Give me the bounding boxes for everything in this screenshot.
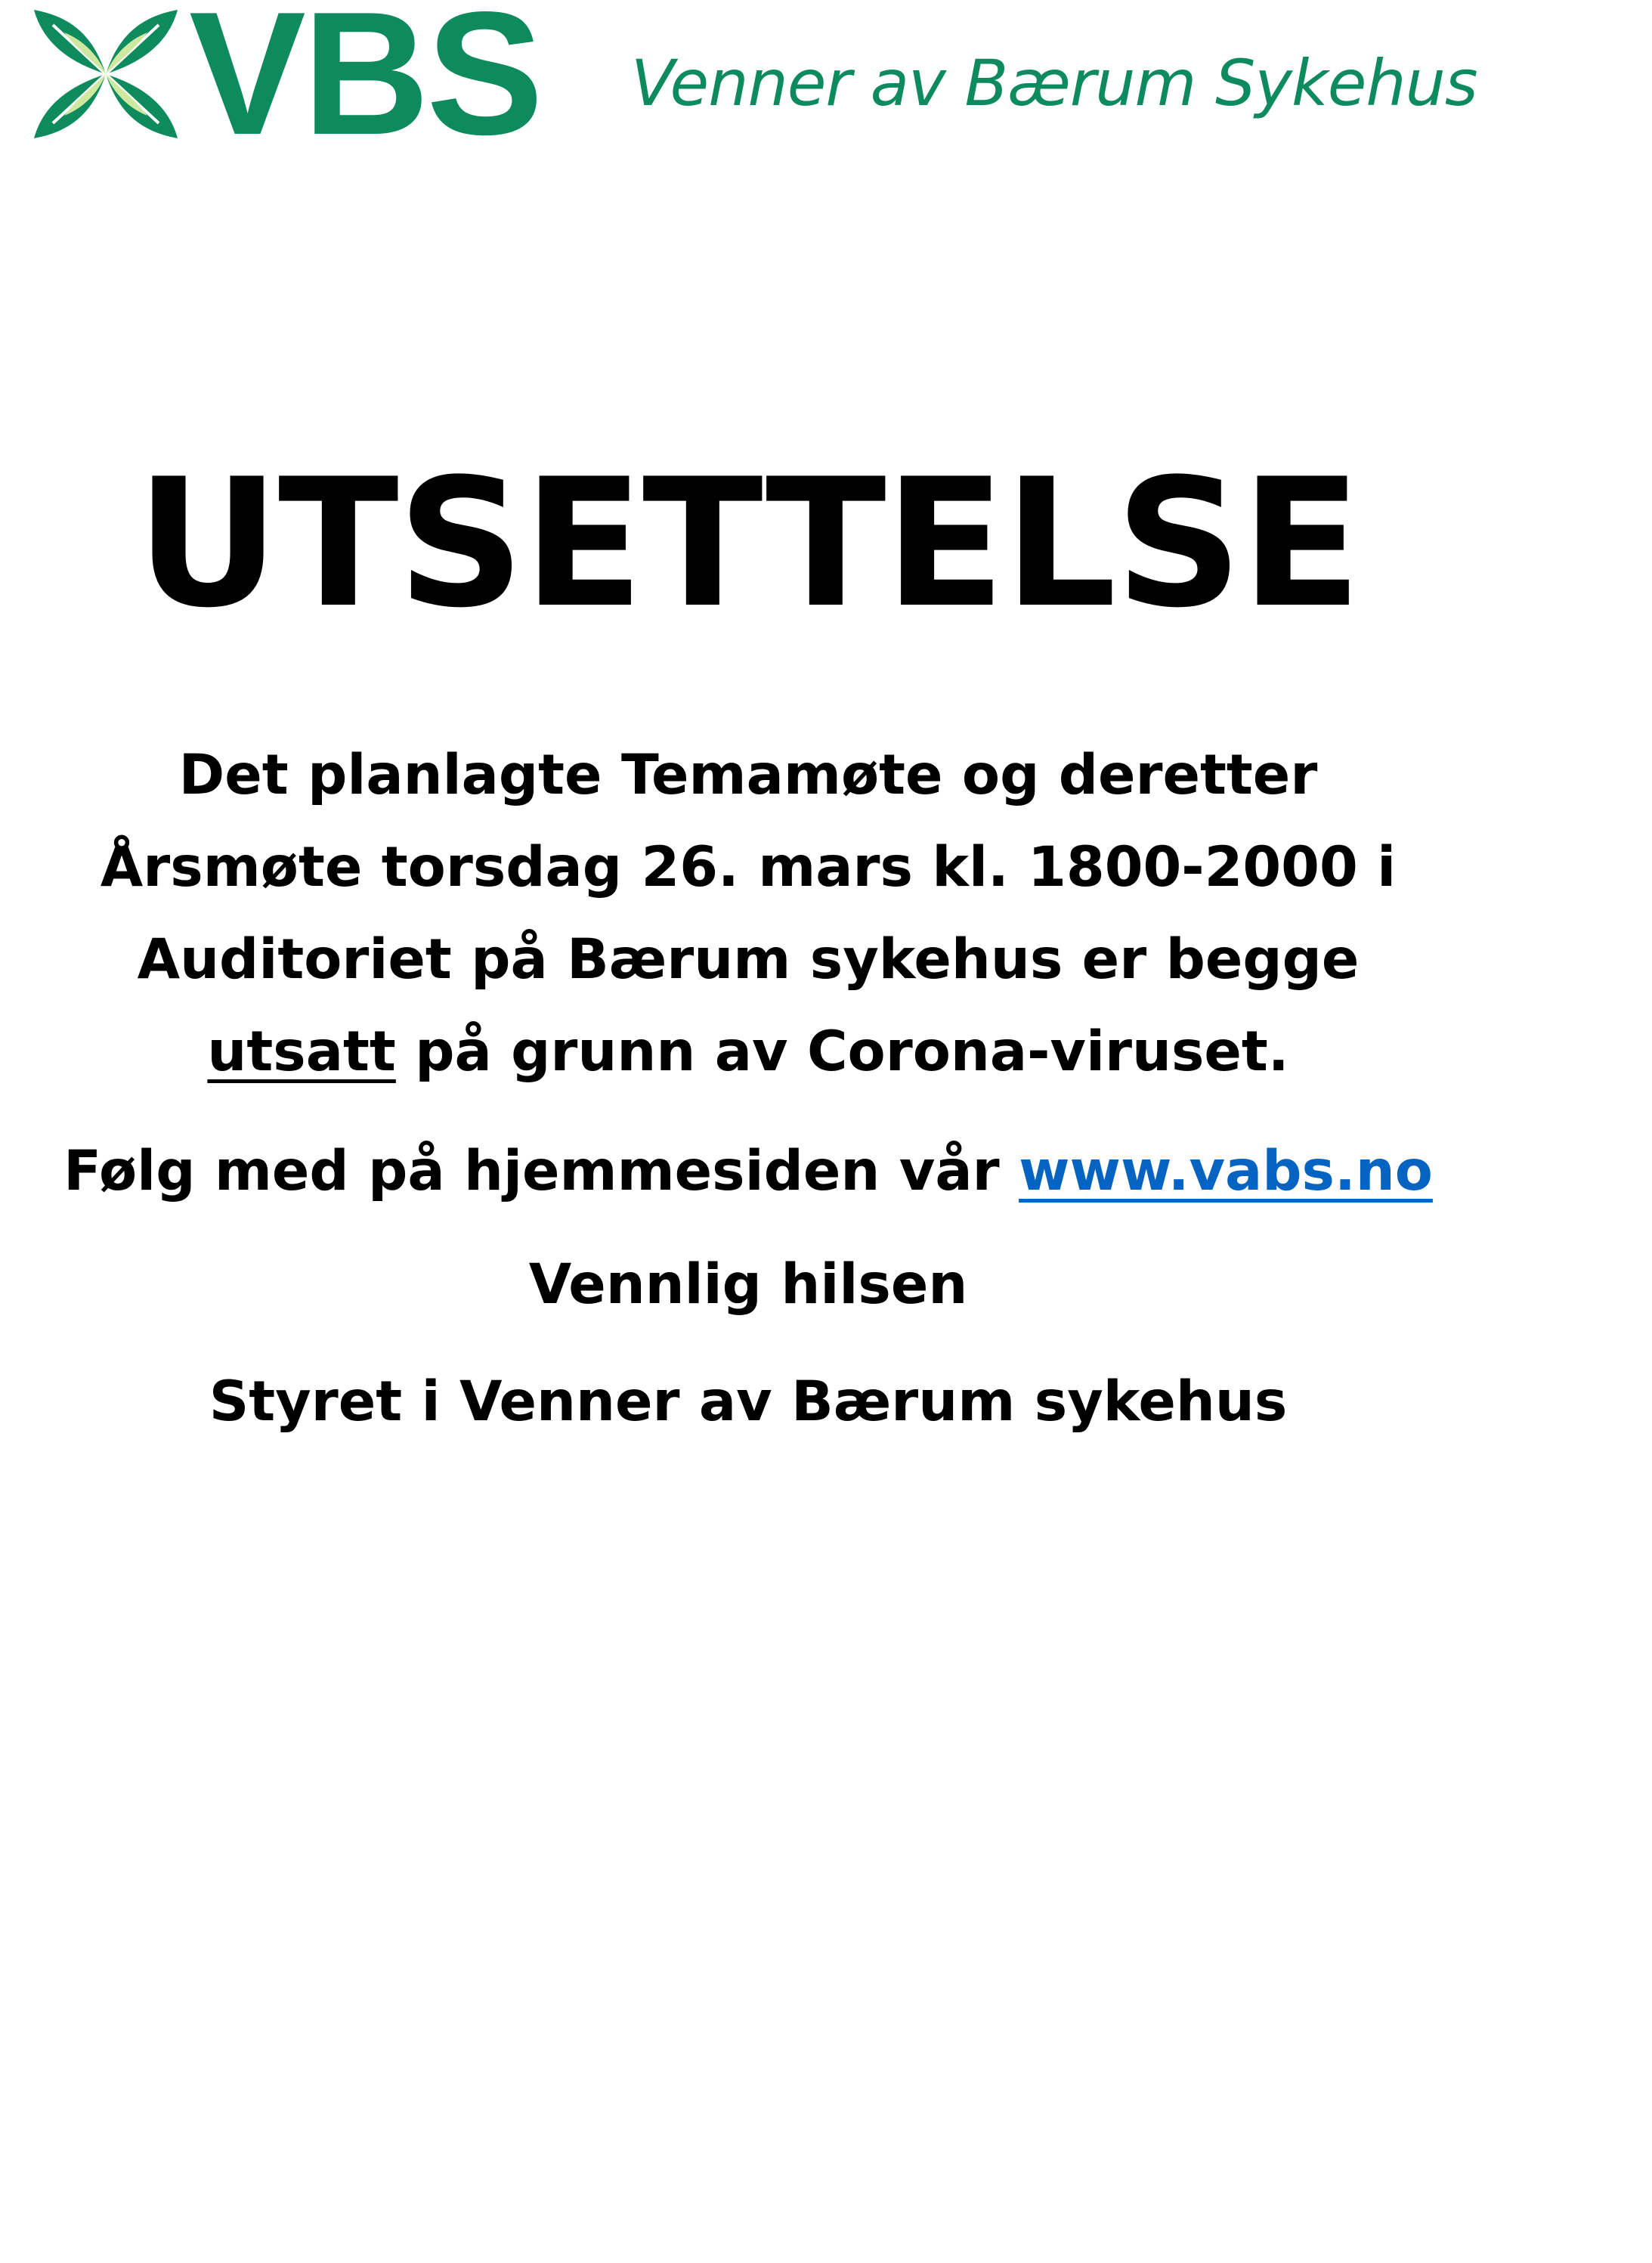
- follow-website-line: [0, 1134, 1496, 1209]
- organization-tagline: Venner av Bærum Sykehus: [631, 46, 1477, 120]
- signature: Styret i Venner av Bærum sykehus: [209, 1370, 1288, 1434]
- notice-text-end: på grunn av Corona-viruset.: [395, 1020, 1289, 1084]
- greeting: Vennlig hilsen: [528, 1252, 968, 1317]
- postponed-emphasis: utsatt: [207, 1020, 396, 1084]
- vbs-leaf-logo-icon: [30, 6, 181, 142]
- page-title: UTSETTELSE: [136, 441, 1360, 647]
- notice-paragraph: [45, 729, 1451, 1098]
- follow-text: Følg med på hjemmesiden vår: [63, 1139, 1019, 1203]
- logo-wordmark: VBS: [189, 0, 541, 172]
- notice-text-start: Det planlagte Temamøte og deretter Årsmøte torsdag 26. mars kl. 1800-2000 i Auditoriet på Bærum sykehus er begge: [100, 743, 1397, 992]
- website-link[interactable]: www.vabs.no: [1019, 1139, 1433, 1203]
